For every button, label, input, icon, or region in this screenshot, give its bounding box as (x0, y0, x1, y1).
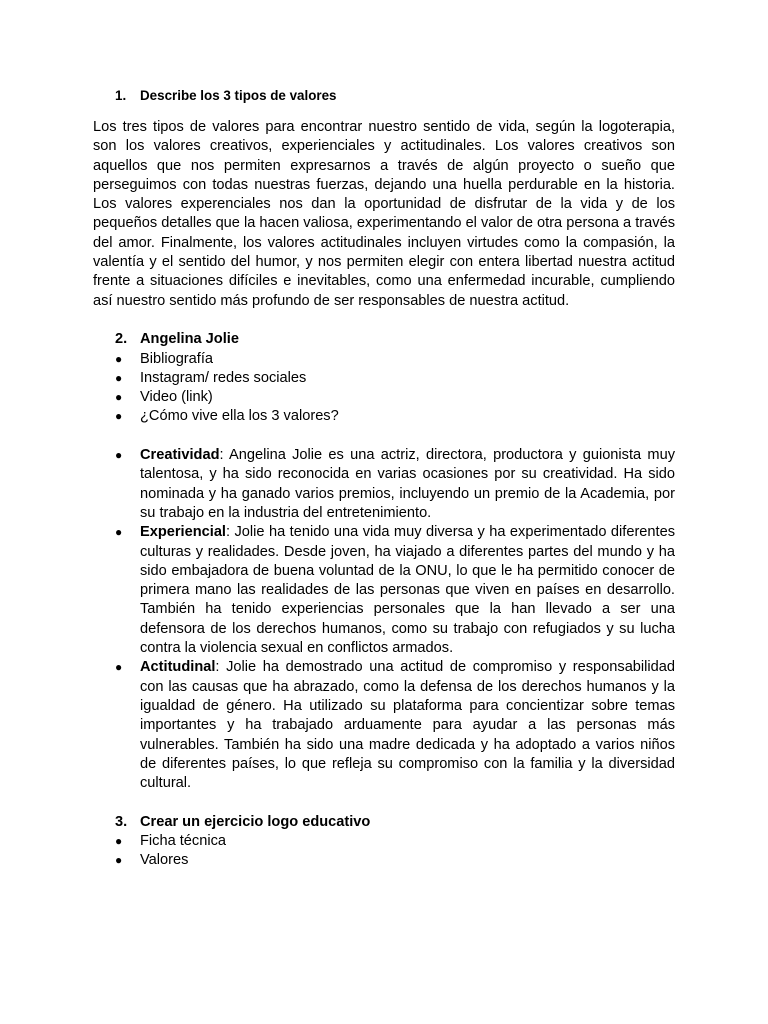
value-term: Actitudinal (140, 659, 216, 676)
bullet-icon: ● (115, 525, 123, 540)
list-item-text: Valores (140, 852, 189, 869)
bullet-icon: ● (115, 351, 123, 366)
list-item-text: Instagram/ redes sociales (140, 369, 307, 386)
value-term: Creatividad (140, 447, 220, 464)
bullet-icon: ● (115, 370, 123, 385)
section-1-number: 1. (115, 88, 127, 103)
section-2-heading (93, 330, 675, 349)
section-2-number: 2. (115, 331, 128, 348)
section-3-list (93, 832, 675, 871)
value-term: Experiencial (140, 524, 226, 541)
section-2-list (93, 350, 675, 427)
bullet-icon: ● (115, 833, 123, 848)
list-item-text: Bibliografía (140, 350, 214, 367)
value-item-actitudinal (93, 658, 675, 793)
bullet-icon: ● (115, 853, 123, 868)
section-1-paragraph: Los tres tipos de valores para encontrar nuestro sentido de vida, según la logoterapia, son los valores creativos, experienciales y actitudinales. Los valores creativos son aquellos que nos permiten expresarnos a través de algún proyecto o sueño que perseguimos con todas nuestras fuerzas, dejando una huella perdurable en la historia. Los valores experenciales nos dan la oportunidad de disfrutar de la vida y de los pequeños detalles que la hacen valiosa, experimentando el valor de otra persona a través del amor. Finalmente, los valores actitudinales incluyen virtudes como la compasión, la valentía y el sentido del humor, y nos permiten elegir con entera libertad nuestra actitud frente a situaciones difíciles e inevitables, como una enfermedad incurable, cumpliendo así nuestro sentido más profundo de ser responsables de nuestra actitud. (93, 119, 675, 309)
bullet-icon: ● (115, 660, 123, 675)
section-3-title: Crear un ejercicio logo educativo (140, 813, 371, 830)
section-3-heading (93, 813, 675, 832)
list-item (93, 350, 675, 369)
section-1-heading (93, 86, 675, 105)
list-item (93, 851, 675, 870)
value-item-creatividad (93, 446, 675, 523)
list-item (93, 369, 675, 388)
values-list (93, 446, 675, 793)
section-1-title: Describe los 3 tipos de valores (140, 88, 337, 103)
list-item-text: ¿Cómo vive ella los 3 valores? (140, 408, 339, 425)
list-item (93, 388, 675, 407)
value-description: : Jolie ha demostrado una actitud de compromiso y responsabilidad con las causas que ha abrazado, como la defensa de los derechos humanos y la igualdad de género. Ha utilizado su plataforma para concientizar sobre temas importantes y ha trabajado arduamente para ayudar a las personas más vulnerables. También ha sido una madre dedicada y ha adoptado a varios niños de diferentes países, lo que refleja su compromiso con la familia y la diversidad cultural. (140, 659, 675, 792)
bullet-icon: ● (115, 390, 123, 405)
section-3-number: 3. (115, 813, 128, 830)
value-item-experiencial (93, 523, 675, 658)
value-description: : Jolie ha tenido una vida muy diversa y ha experimentado diferentes culturas y realidades. Desde joven, ha viajado a diferentes partes del mundo y ha sido embajadora de buena voluntad de la ONU, lo que le ha permitido conocer de primera mano las realidades de las personas que viven en países en desarrollo. También ha tenido experiencias personales que la han llevado a ser una defensora de los derechos humanos, como su trabajo con refugiados y su lucha contra la violencia sexual en conflictos armados. (140, 524, 675, 657)
section-2-title: Angelina Jolie (140, 331, 239, 348)
list-item-text: Video (link) (140, 389, 213, 406)
value-description: : Angelina Jolie es una actriz, directora, productora y guionista muy talentosa, y ha sido reconocida en varias ocasiones por su creatividad. Ha sido nominada y ha ganado varios premios, incluyendo un premio de la Academia, por su trabajo en la industria del entretenimiento. (140, 447, 675, 521)
list-item (93, 832, 675, 851)
bullet-icon: ● (115, 409, 123, 424)
list-item (93, 407, 675, 426)
bullet-icon: ● (115, 448, 123, 463)
list-item-text: Ficha técnica (140, 832, 226, 849)
